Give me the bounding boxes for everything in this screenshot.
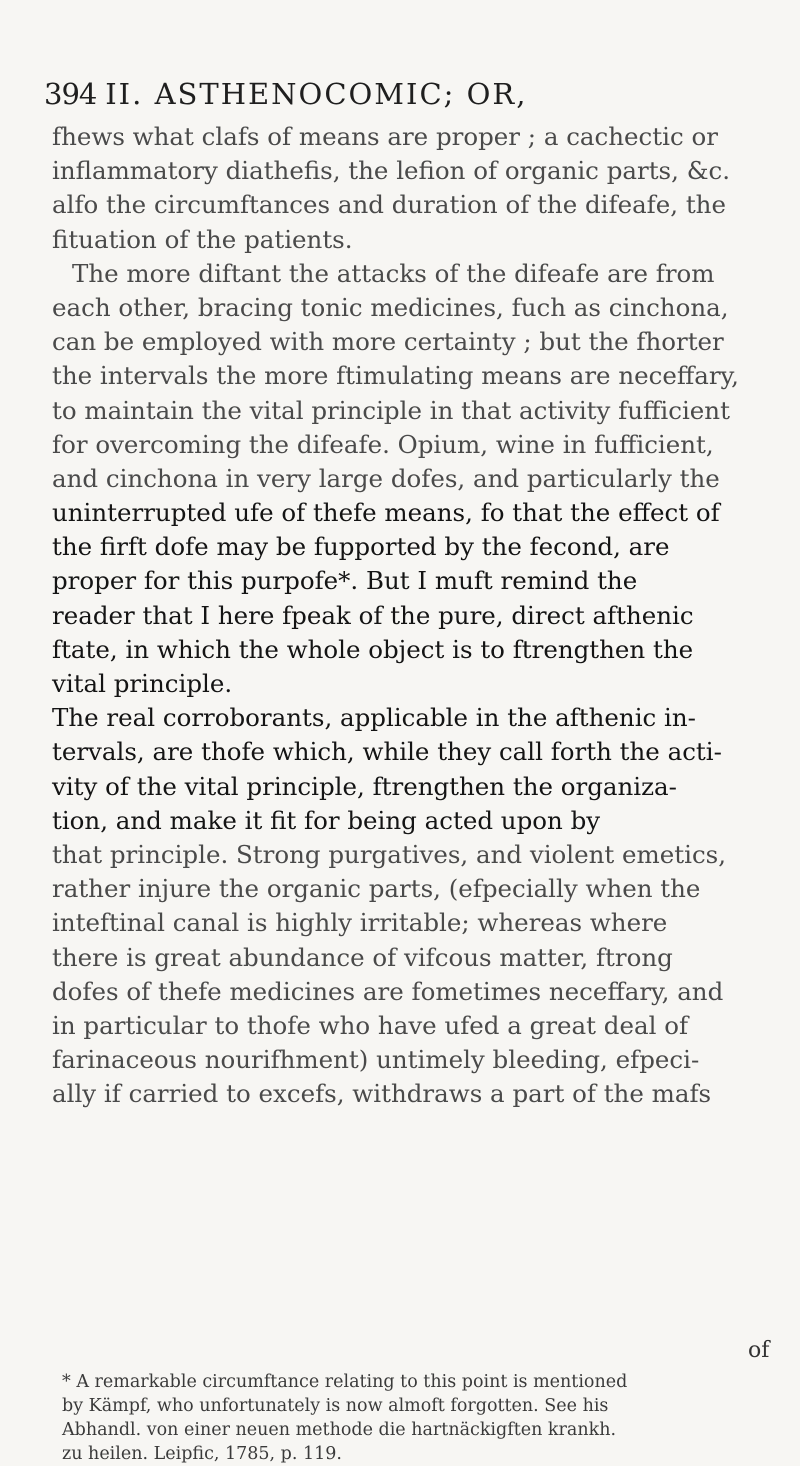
text-line: The real corroborants, applicable in the afthenic in- xyxy=(52,703,696,733)
text-line: vity of the vital principle, ftrengthen the organiza- xyxy=(52,771,677,801)
text-line: in particular to thofe who have ufed a great deal of xyxy=(52,1010,689,1040)
text-line: inteftinal canal is highly irritable; whereas where xyxy=(52,908,668,938)
text-line: farinaceous nourifhment) untimely bleeding, efpeci- xyxy=(52,1045,700,1075)
text-line: tervals, are thofe which, while they call forth the acti- xyxy=(52,737,722,767)
text-line: fhews what clafs of means are proper ; a cachectic or xyxy=(52,122,718,151)
text-line: ftate, in which the whole object is to ftrengthen the xyxy=(52,634,694,664)
text-line: and cinchona in very large dofes, and particularly the xyxy=(52,463,720,493)
footnote-line: * A remarkable circumftance relating to this point is mentioned xyxy=(62,1372,628,1392)
footnote-line: by Kämpf, who unfortunately is now almoft forgotten. See his xyxy=(62,1396,609,1416)
text-line: reader that I here fpeak of the pure, direct afthenic xyxy=(52,600,694,630)
text-line: rather injure the organic parts, (efpecially when the xyxy=(52,874,701,904)
text-line: the intervals the more ftimulating means are neceffary, xyxy=(52,361,739,391)
body-text xyxy=(52,120,792,1111)
text-line: The more diftant the attacks of the difeafe are from xyxy=(72,258,715,288)
page-number: 394 xyxy=(44,77,97,111)
text-line: tion, and make it fit for being acted upon by xyxy=(52,805,601,835)
text-line: vital principle. xyxy=(52,669,233,698)
running-head: II. ASTHENOCOMIC; OR, xyxy=(105,77,528,111)
text-line: for overcoming the difeafe. Opium, wine in fufficient, xyxy=(52,429,714,459)
text-line: alfo the circumftances and duration of the difeafe, the xyxy=(52,190,726,220)
text-line: there is great abundance of vifcous matter, ftrong xyxy=(52,942,673,972)
text-line: each other, bracing tonic medicines, fuch as cinchona, xyxy=(52,292,729,322)
text-line: uninterrupted ufe of thefe means, fo that the effect of xyxy=(52,498,720,528)
text-line: inflammatory diathefis, the lefion of organic parts, &c. xyxy=(52,156,731,186)
page-header xyxy=(44,74,774,114)
text-line: proper for this purpofe*. But I muft remind the xyxy=(52,566,638,596)
text-line: ally if carried to excefs, withdraws a part of the mafs xyxy=(52,1079,712,1109)
footnote xyxy=(62,1370,782,1466)
text-line: dofes of thefe medicines are fometimes neceffary, and xyxy=(52,976,724,1006)
text-line: can be employed with more certainty ; but the fhorter xyxy=(52,327,724,357)
footnote-line: Abhandl. von einer neuen methode die hartnäckigften krankh. xyxy=(62,1420,617,1440)
text-line: that principle. Strong purgatives, and violent emetics, xyxy=(52,839,727,869)
text-line: fituation of the patients. xyxy=(52,224,353,254)
text-line: the firft dofe may be fupported by the fecond, are xyxy=(52,532,670,562)
text-line: to maintain the vital principle in that activity fufficient xyxy=(52,395,730,425)
footnote-line: zu heilen. Leipfic, 1785, p. 119. xyxy=(62,1444,342,1464)
catchword: of xyxy=(748,1338,770,1363)
